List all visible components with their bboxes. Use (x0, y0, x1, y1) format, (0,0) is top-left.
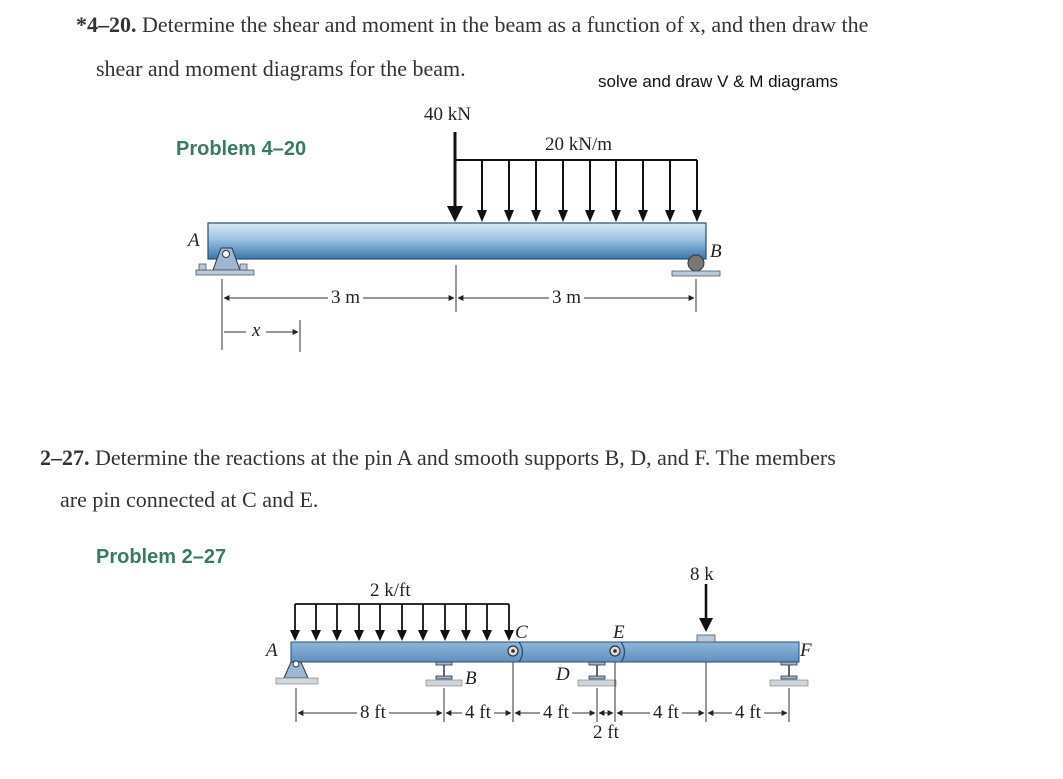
hinge-c (508, 646, 518, 656)
distributed-load-2-arrows (290, 604, 514, 641)
distributed-load-arrows (455, 160, 702, 222)
distributed-load-label: 20 kN/m (545, 134, 613, 155)
problem-2-27-text-line2: are pin connected at C and E. (60, 487, 319, 512)
x-coordinate-label: x (252, 320, 261, 341)
problem-2-27-text-line1: Determine the reactions at the pin A and smooth supports B, D, and F. The members (95, 445, 836, 470)
support-a-label: A (188, 230, 200, 251)
problem-2-27-label: Problem 2–27 (96, 546, 227, 568)
dimension-4ft-3: 4 ft (650, 702, 682, 724)
dimension-4ft-1: 4 ft (462, 702, 494, 724)
beam-2-27 (291, 642, 799, 662)
support-b-2 (426, 662, 462, 686)
dimension-8ft: 8 ft (357, 702, 389, 724)
problem-4-20-number: *4–20. (76, 12, 137, 37)
dimension-4ft-2: 4 ft (540, 702, 572, 724)
point-load-8k-label: 8 k (690, 564, 714, 585)
dimension-2ft: 2 ft (593, 722, 619, 743)
point-e-label: E (613, 622, 625, 643)
point-d-label: D (556, 664, 570, 685)
point-load-8k-arrow (697, 584, 715, 642)
pin-support-a-2 (276, 661, 318, 684)
dimension-lines-4-20 (222, 265, 696, 352)
support-f (770, 662, 808, 686)
hinge-e (610, 646, 620, 656)
dimension-4ft-4: 4 ft (732, 702, 764, 724)
point-a-label: A (266, 640, 278, 661)
problem-4-20-label: Problem 4–20 (176, 138, 307, 160)
point-b-label: B (465, 668, 477, 689)
distributed-load-2-label: 2 k/ft (370, 580, 411, 601)
pin-support-a (196, 248, 254, 275)
point-load-label: 40 kN (424, 104, 471, 125)
dimension-left-label: 3 m (328, 287, 363, 309)
dimension-right-label: 3 m (549, 287, 584, 309)
point-f-label: F (800, 640, 812, 661)
problem-4-20-text-line2: shear and moment diagrams for the beam. (96, 56, 466, 81)
problem-4-20-text-line1: Determine the shear and moment in the beam as a function of x, and then draw the (142, 12, 869, 37)
beam-4-20 (208, 223, 706, 259)
point-c-label: C (515, 622, 528, 643)
problem-4-20-statement-line1 (76, 14, 868, 36)
handwritten-note: solve and draw V & M diagrams (598, 72, 838, 91)
point-load-arrow (447, 132, 463, 222)
support-d (578, 662, 616, 686)
problem-2-27-number: 2–27. (40, 445, 90, 470)
support-b-label: B (710, 241, 722, 262)
problem-2-27-statement-line1 (40, 447, 836, 469)
